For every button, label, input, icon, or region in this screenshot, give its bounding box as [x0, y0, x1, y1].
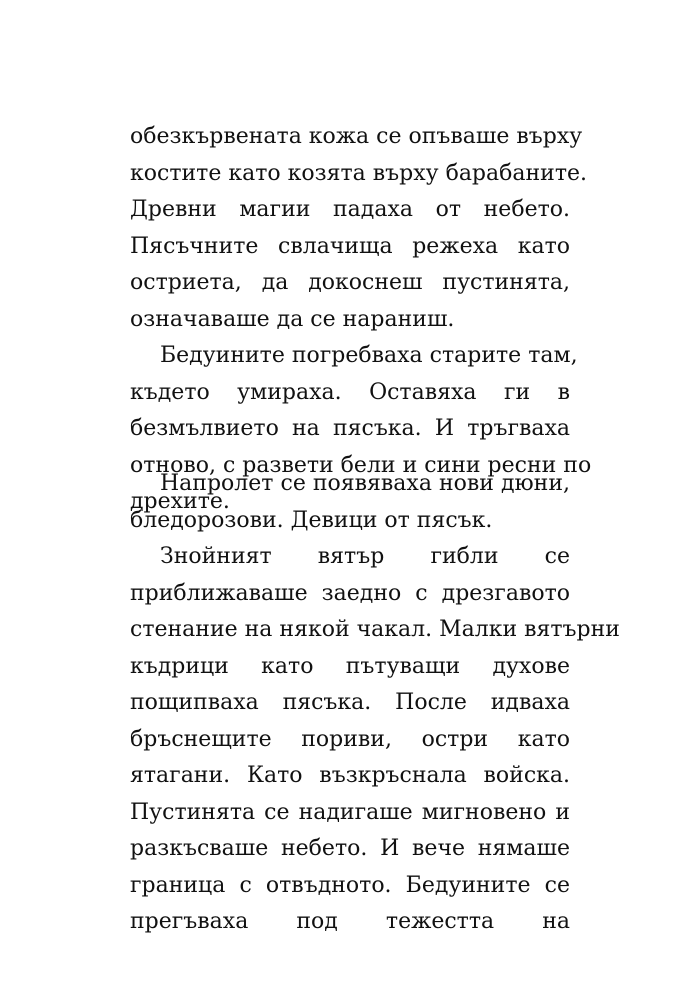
- text-line: бръснещите пориви, остри като: [130, 726, 570, 752]
- paragraph: [130, 466, 570, 539]
- text-line: Бедуините погребваха старите там,: [160, 343, 578, 368]
- text-line: Пясъчните свлачища режеха като: [130, 233, 570, 259]
- text-line: костите като козята върху барабаните.: [130, 160, 588, 186]
- text-line: отново, с развети бели и сини ресни по: [130, 452, 592, 478]
- text-line: бледорозови. Девици от пясък.: [130, 507, 493, 533]
- text-line: Знойният вятър гибли се: [160, 544, 570, 569]
- paragraph: [130, 539, 620, 941]
- text-line: където умираха. Оставяха ги в: [130, 379, 570, 405]
- text-block-upper: [130, 119, 592, 521]
- text-line: ятагани. Като възкръснала войска.: [130, 763, 570, 788]
- text-block-lower: [130, 466, 620, 941]
- text-line: дрехите.: [130, 489, 230, 514]
- text-line: Напролет се появяваха нови дюни,: [160, 471, 570, 496]
- text-line: прегъваха под тежестта на: [130, 909, 570, 934]
- text-line: стенание на някой чакал. Малки вятърни: [130, 617, 620, 642]
- text-line: означаваше да се нараниш.: [130, 306, 455, 332]
- text-line: обезкървената кожа се опъваше върху: [130, 124, 583, 149]
- paragraph: [130, 119, 588, 338]
- text-line: Древни магии падаха от небето.: [130, 197, 570, 222]
- text-line: граница с отвъдното. Бедуините се: [130, 872, 570, 898]
- text-line: къдрици като пътуващи духове: [130, 653, 570, 679]
- text-line: разкъсваше небето. И вече нямаше: [130, 836, 570, 861]
- text-line: Пустинята се надигаше мигновено и: [130, 799, 570, 825]
- text-line: пощипваха пясъка. После идваха: [130, 690, 570, 715]
- text-line: остриета, да докоснеш пустинята,: [130, 270, 570, 295]
- text-line: безмълвието на пясъка. И тръгваха: [130, 416, 570, 441]
- text-line: приближаваше заедно с дрезгавото: [130, 580, 570, 606]
